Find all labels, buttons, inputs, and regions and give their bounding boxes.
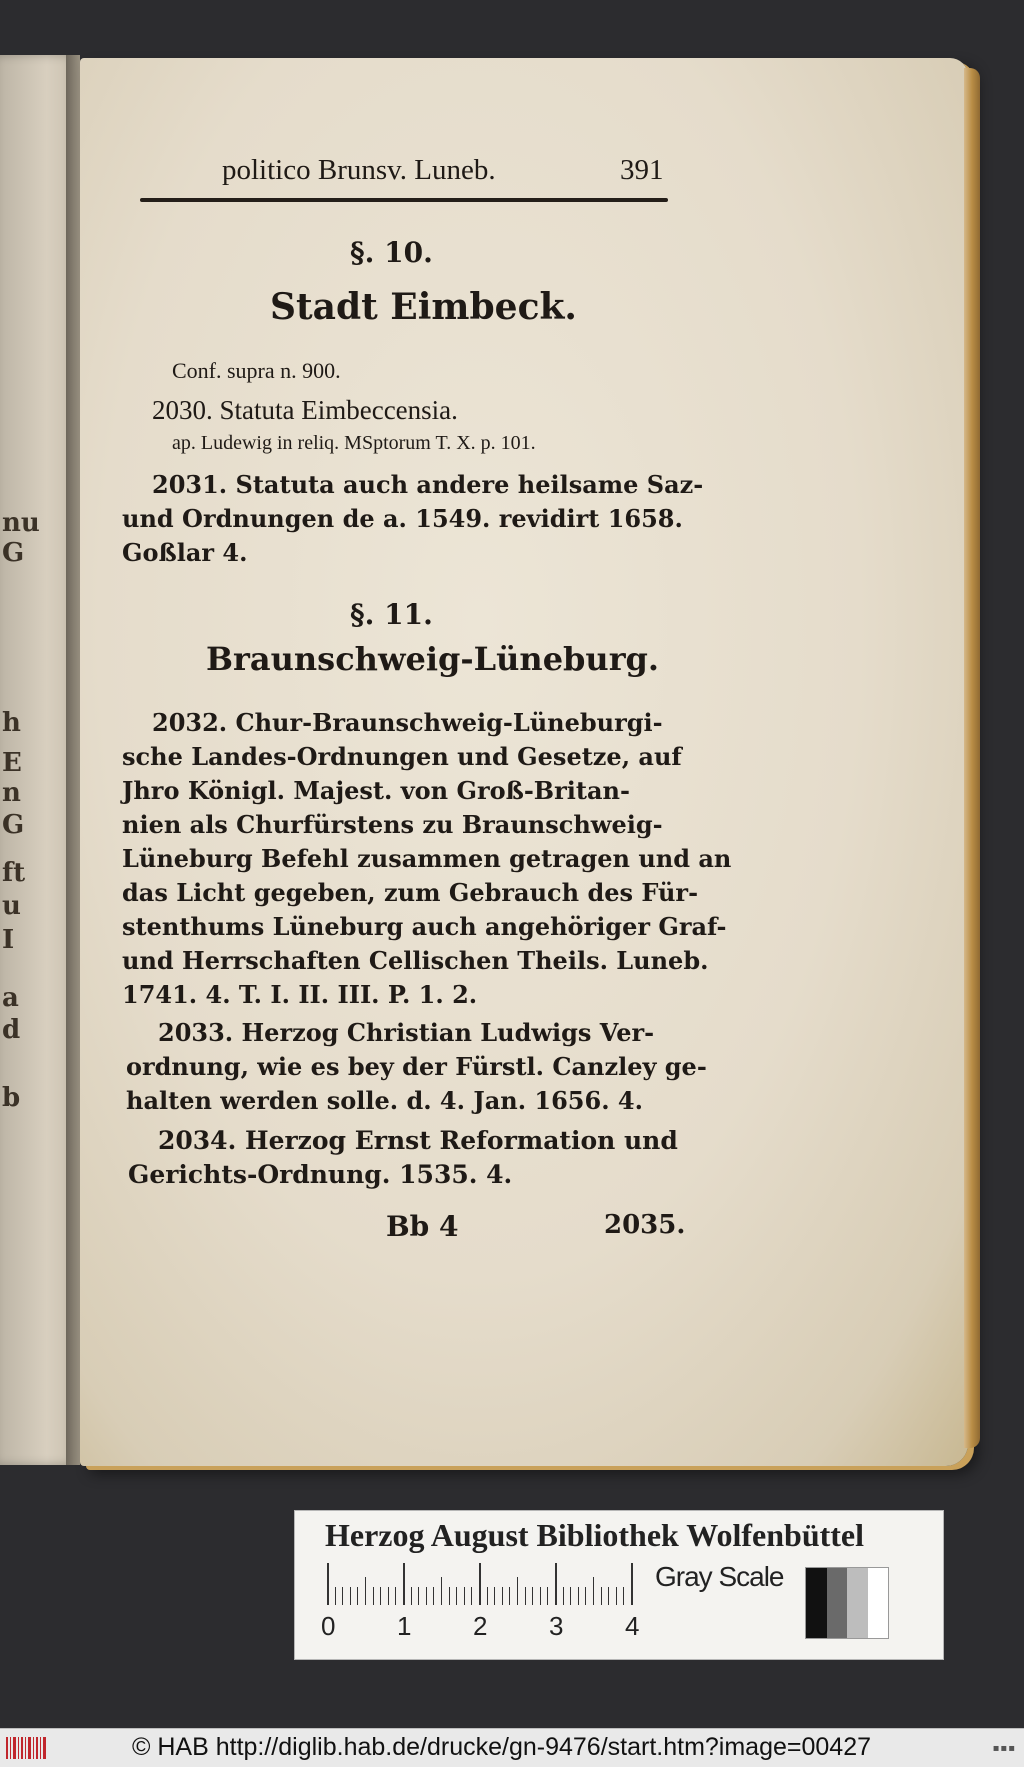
ruler-tick <box>403 1563 405 1605</box>
entry-2032-line: Jhro Königl. Majest. von Groß-Britan- <box>122 776 630 805</box>
page-number: 391 <box>620 154 664 186</box>
ruler-tick <box>578 1587 579 1605</box>
fragment: G <box>2 538 25 568</box>
ruler-tick <box>525 1587 526 1605</box>
ruler-tick <box>616 1587 617 1605</box>
ruler-tick <box>357 1587 358 1605</box>
section-mark: §. 11. <box>350 598 433 631</box>
scale-ruler <box>327 1563 639 1615</box>
swatch <box>868 1568 889 1638</box>
fragment: G <box>2 810 25 840</box>
entry-2032-line: das Licht gegeben, zum Gebrauch des Für- <box>122 878 699 907</box>
catchword: 2035. <box>604 1210 686 1240</box>
status-bar <box>0 1728 1024 1767</box>
ruler-tick <box>373 1587 374 1605</box>
ruler-tick <box>365 1577 366 1605</box>
entry-2030: 2030. Statuta Eimbeccensia. <box>152 395 458 425</box>
entry-2034-line: 2034. Herzog Ernst Reformation und <box>158 1126 678 1155</box>
ruler-tick <box>509 1587 510 1605</box>
ruler-tick <box>426 1587 427 1605</box>
fragment: d <box>2 1015 21 1045</box>
fragment: E <box>2 748 22 778</box>
fragment: h <box>2 708 21 738</box>
ruler-tick <box>540 1587 541 1605</box>
more-icon[interactable]: ▪▪▪ <box>992 1743 1016 1754</box>
header-rule <box>140 198 668 202</box>
fragment: nu <box>2 508 40 538</box>
barcode-icon <box>6 1737 46 1759</box>
swatch <box>827 1568 848 1638</box>
entry-2033-line: 2033. Herzog Christian Ludwigs Ver- <box>158 1018 655 1047</box>
ruler-tick <box>350 1587 351 1605</box>
section-title: Braunschweig-Lüneburg. <box>206 640 660 678</box>
ruler-tick <box>532 1587 533 1605</box>
entry-2031-line: Goßlar 4. <box>122 538 248 567</box>
ruler-tick <box>608 1587 609 1605</box>
ruler-tick <box>335 1587 336 1605</box>
book-gutter <box>66 55 80 1465</box>
ruler-tick <box>342 1587 343 1605</box>
entry-2034-line: Gerichts-Ordnung. 1535. 4. <box>128 1160 513 1189</box>
entry-2032-line: 1741. 4. T. I. II. III. P. 1. 2. <box>122 980 478 1009</box>
ruler-tick <box>395 1587 396 1605</box>
entry-2032-line: und Herrschaften Cellischen Theils. Luneb. <box>122 946 709 975</box>
fragment: I <box>2 925 15 955</box>
ruler-tick <box>327 1563 329 1605</box>
color-target-card <box>294 1510 944 1660</box>
fragment: a <box>2 983 19 1013</box>
ruler-tick <box>502 1587 503 1605</box>
swatch <box>806 1568 827 1638</box>
ruler-tick <box>555 1563 557 1605</box>
scale-number: 2 <box>473 1611 488 1641</box>
fragment: n <box>2 778 21 808</box>
ruler-tick <box>494 1587 495 1605</box>
section-title: Stadt Eimbeck. <box>270 286 577 328</box>
entry-2033-line: ordnung, wie es bey der Fürstl. Canzley ge- <box>126 1052 707 1081</box>
ruler-tick <box>479 1563 481 1605</box>
entry-2032-line: stenthums Lüneburg auch angehöriger Graf- <box>122 912 727 941</box>
grayscale-label: Gray Scale <box>655 1561 784 1592</box>
ruler-tick <box>487 1587 488 1605</box>
ruler-tick <box>418 1587 419 1605</box>
ruler-tick <box>411 1587 412 1605</box>
copyright-url[interactable]: © HAB http://diglib.hab.de/drucke/gn-9476/start.htm?image=00427 <box>132 1733 872 1761</box>
ruler-tick <box>441 1577 442 1605</box>
entry-2031-line: 2031. Statuta auch andere heilsame Saz- <box>152 470 704 499</box>
page-edge <box>964 68 980 1448</box>
ruler-tick <box>449 1587 450 1605</box>
entry-2033-line: halten werden solle. d. 4. Jan. 1656. 4. <box>126 1086 643 1115</box>
fragment: u <box>2 891 21 921</box>
fragment: ft <box>2 858 26 888</box>
section-mark: §. 10. <box>350 236 433 269</box>
ruler-tick <box>464 1587 465 1605</box>
ruler-tick <box>547 1587 548 1605</box>
signature-mark: Bb 4 <box>386 1210 459 1243</box>
ruler-tick <box>623 1587 624 1605</box>
running-head: politico Brunsv. Luneb. <box>222 154 496 186</box>
scale-number: 4 <box>625 1611 640 1641</box>
entry-2032-line: sche Landes-Ordnungen und Gesetze, auf <box>122 742 682 771</box>
swatch <box>847 1568 868 1638</box>
scale-number: 0 <box>321 1611 336 1641</box>
target-title: Herzog August Bibliothek Wolfenbüttel <box>325 1517 865 1553</box>
entry-2031-line: und Ordnungen de a. 1549. revidirt 1658. <box>122 504 683 533</box>
grayscale-swatches <box>805 1567 889 1639</box>
entry-2032-line: 2032. Chur-Braunschweig-Lüneburgi- <box>152 708 663 737</box>
ruler-tick <box>563 1587 564 1605</box>
entry-2030-source: ap. Ludewig in reliq. MSptorum T. X. p. 101. <box>172 432 536 454</box>
ruler-tick <box>585 1587 586 1605</box>
cross-reference: Conf. supra n. 900. <box>172 358 341 383</box>
ruler-tick <box>517 1577 518 1605</box>
ruler-tick <box>570 1587 571 1605</box>
scale-number: 3 <box>549 1611 564 1641</box>
ruler-tick <box>380 1587 381 1605</box>
entry-2032-line: nien als Churfürstens zu Braunschweig- <box>122 810 663 839</box>
ruler-tick <box>433 1587 434 1605</box>
ruler-tick <box>471 1587 472 1605</box>
ruler-tick <box>388 1587 389 1605</box>
entry-2032-line: Lüneburg Befehl zusammen getragen und an <box>122 844 732 873</box>
ruler-tick <box>456 1587 457 1605</box>
ruler-tick <box>601 1587 602 1605</box>
fragment: b <box>2 1083 21 1113</box>
ruler-tick <box>593 1577 594 1605</box>
scale-number: 1 <box>397 1611 412 1641</box>
ruler-tick <box>631 1563 633 1605</box>
